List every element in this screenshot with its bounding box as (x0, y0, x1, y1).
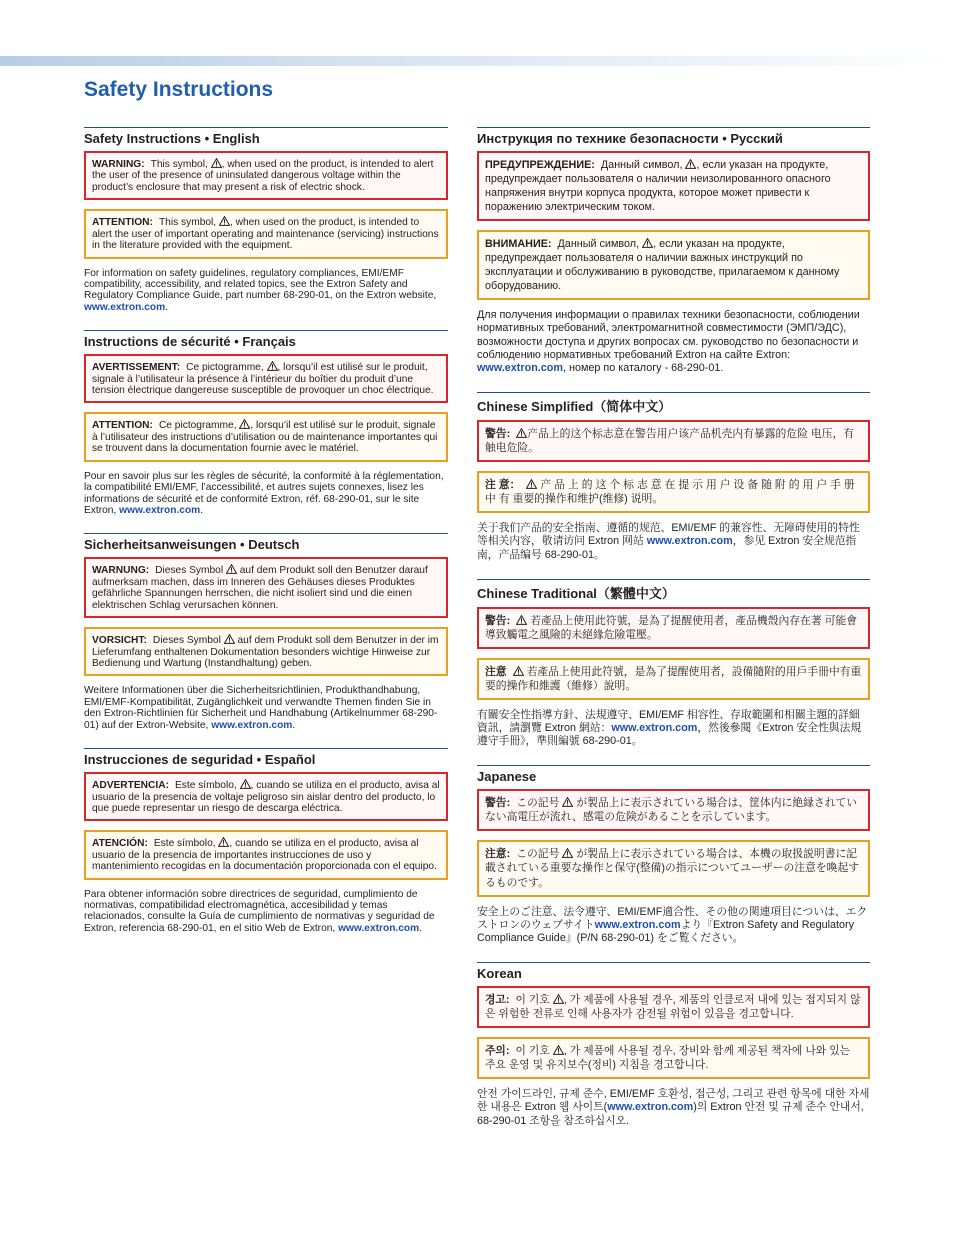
section-heading: Korean (477, 962, 870, 981)
warning-box (84, 557, 448, 618)
warning-text: auf dem Produkt soll den Benutzer darauf aufmerksam machen, dass im Inneren des Gehäuses dieses Produktes gefährliche Spannungen herrschen, die nicht isoliert sind und die einen elektrischen Schlag verursachen können. (92, 565, 428, 611)
section-heading: Sicherheitsanweisungen • Deutsch (84, 533, 448, 552)
warning-triangle-icon (553, 994, 564, 1004)
warning-box (84, 354, 448, 403)
section-heading: Instructions de sécurité • Français (84, 330, 448, 349)
warning-triangle-icon (224, 634, 235, 644)
attention-text: , если указан на продукте, предупреждает пользователя о наличии важных инструкций по эксплуатации и обслуживанию в руководстве, прилагаемом к данному оборудованию. (485, 238, 840, 293)
info-text: 안전 가이드라인, 규제 준수, EMI/EMF 호환성, 접근성, 그리고 관련 항목에 대한 자세한 내용은 Extron 웹 사이트( (477, 1088, 870, 1114)
section-heading: Chinese Simplified（简体中文） (477, 392, 870, 415)
warning-label: ПРЕДУПРЕЖДЕНИЕ: (485, 159, 595, 171)
info-text: 安全上のご注意、法令遵守、EMI/EMF適合性、その他の関連項目についは、エクストロンのウェブサイト (477, 905, 868, 931)
extron-link[interactable]: www.extron.com (607, 1101, 694, 1114)
attention-box (477, 840, 870, 896)
warning-triangle-icon (239, 419, 250, 429)
attention-text: , lorsqu’il est utilisé sur le produit, signale à l’utilisateur des instructions d’utilisation ou de maintenance importantes qui se trouvent dans la documentation fournie avec le matériel. (92, 420, 438, 455)
info-text: 关于我们产品的安全指南、遵循的规范、EMI/EMF 的兼容性、无障碍使用的特性等相关内容，敬请访问 Extron 网站 (477, 522, 860, 548)
warning-label: WARNUNG: (92, 565, 150, 577)
section-heading: Safety Instructions • English (84, 127, 448, 146)
attention-box (477, 471, 870, 513)
warning-text-pre: Ce pictogramme, (186, 362, 267, 374)
info-text-end: . (292, 719, 296, 731)
attention-label: VORSICHT: (92, 635, 147, 647)
info-paragraph (477, 522, 870, 562)
section-heading: Instrucciones de seguridad • Español (84, 748, 448, 767)
attention-label: ATENCIÓN: (92, 838, 148, 850)
attention-text: , 가 제품에 사용될 경우, 장비와 함께 제공된 책자에 나와 있는 주요 운영 및 유지보수(정비) 지침을 경고합니다. (485, 1045, 851, 1072)
warning-text-pre: Dieses Symbol (155, 565, 226, 577)
warning-text-pre: This symbol, (150, 159, 211, 170)
warning-text: 产品上的这个标志意在警告用户该产品机壳内有暴露的危险 电压，有触电危险。 (485, 428, 855, 455)
info-text: Для получения информации о правилах техники безопасности, соблюдении нормативных требований, электромагнитной совместимости (ЭМП/ЭДС), возможности доступа и других вопросах см. руководство по безопасности и соблюдению нормативных требований Extron на сайте Extron: (477, 309, 860, 361)
warning-triangle-icon (219, 216, 230, 226)
section-right-2 (477, 579, 870, 749)
info-paragraph (477, 1088, 870, 1128)
warning-triangle-icon (526, 479, 537, 489)
attention-text: 产 品 上 的 这 个 标 志 意 在 提 示 用 户 设 备 随 附 的 用 户 手 册 中 有 重要的操作和维护(维修) 说明。 (485, 479, 855, 506)
warning-triangle-icon (642, 238, 653, 248)
attention-box (477, 1037, 870, 1079)
section-heading: Japanese (477, 765, 870, 784)
section-left-2 (84, 533, 448, 731)
info-paragraph (84, 268, 448, 314)
warning-box (477, 789, 870, 831)
section-heading: Chinese Traditional（繁體中文） (477, 579, 870, 602)
extron-link[interactable]: www.extron.com (611, 722, 698, 735)
section-left-0 (84, 127, 448, 313)
info-text: Pour en savoir plus sur les règles de sécurité, la conformité à la réglementation, la compatibilité EMI/EMF, l’accessibilité, et autres sujets connexes, lisez les informations de sécurité et de conformité Extron, réf. 68-290-01, sur le site Extron, (84, 470, 444, 517)
section-right-4 (477, 962, 870, 1128)
extron-link[interactable]: www.extron.com (646, 535, 733, 548)
attention-label: 注 意： (485, 479, 521, 492)
attention-label: ATTENTION: (92, 420, 153, 432)
warning-triangle-icon (218, 837, 229, 847)
warning-text: 若產品上使用此符號，是為了提醒使用者，產品機殼內存在著 可能會導致觸電之風險的未絕緣危險電壓。 (485, 614, 858, 641)
warning-triangle-icon (516, 428, 527, 438)
warning-text: , 가 제품에 사용될 경우, 제품의 인클로저 내에 있는 접지되지 않은 위험한 전류로 인해 사용자가 감전될 위험이 있음을 경고합니다. (485, 994, 861, 1021)
info-paragraph (477, 906, 870, 946)
warning-label: 경고: (485, 994, 510, 1007)
attention-text-pre: Este símbolo, (153, 838, 219, 850)
info-text: Para obtener información sobre directrices de seguridad, cumplimiento de normativas, compatibilidad electromagnética, accesibilidad y temas relacionados, consulte la Guía de cumplimiento de normativas y seguridad de Extron, referencia 68-290-01, en el sitio Web de Extron, (84, 888, 435, 934)
warning-triangle-icon (513, 666, 524, 676)
warning-text-pre: Este símbolo, (174, 780, 240, 792)
section-left-1 (84, 330, 448, 516)
attention-label: ВНИМАНИЕ: (485, 238, 552, 251)
warning-triangle-icon (226, 564, 237, 574)
header-accent-bar (0, 56, 954, 66)
attention-text-pre: この記号 (516, 848, 563, 861)
warning-text: , cuando se utiliza en el producto, avisa al usuario de la presencia de voltaje peligroso sin aislar dentro del producto, lo que puede representar un riesgo de descarga eléctrica. (92, 780, 440, 814)
info-text-end: ，然後參閱《Extron 安全性與法規遵守手冊》，準則編號 68-290-01。 (477, 722, 862, 748)
warning-label: 警告: (485, 797, 511, 810)
warning-box (477, 986, 870, 1028)
warning-text: , если указан на продукте, предупреждает пользователя о наличии неизолированного опасного напряжения внутри корпуса продукта, которое может привести к поражению электрическим током. (485, 159, 831, 214)
warning-label: AVERTISSEMENT: (92, 362, 181, 374)
right-column (477, 127, 870, 1145)
attention-box (84, 627, 448, 676)
attention-text: auf dem Produkt soll dem Benutzer in der im Lieferumfang enthaltenen Dokumentation besonders wichtige Hinweise zur Bedienung und Wartung (Instandhaltung) geben. (92, 635, 439, 669)
left-column (84, 127, 448, 951)
warning-triangle-icon (685, 159, 696, 169)
attention-text: , cuando se utiliza en el producto, avisa al usuario de la presencia de importantes instrucciones de uso y mantenimiento recogidas en la documentación proporcionada con el equipo. (92, 838, 437, 873)
info-text-end: , номер по каталогу - 68-290-01. (563, 361, 724, 374)
warning-text: , lorsqu’il est utilisé sur le produit, signale à l’utilisateur la présence à l’intérieur du boîtier du produit d’une tension électrique dangereuse susceptible de provoquer un choc électrique. (92, 362, 434, 397)
extron-link[interactable]: www.extron.com (594, 918, 681, 931)
section-right-1 (477, 392, 870, 562)
extron-link[interactable]: www.extron.com (211, 719, 293, 731)
section-right-0 (477, 127, 870, 375)
attention-box (84, 830, 448, 879)
section-left-3 (84, 748, 448, 934)
attention-text: が製品上に表示されている場合は、本機の取扱説明書に記載されている重要な操作と保守(整備)の指示についてユーザーの注意を喚起するものです。 (485, 848, 860, 889)
attention-text-pre: Dieses Symbol (152, 635, 224, 647)
attention-text: 若產品上使用此符號，是為了提醒使用者，設備隨附的用戶手冊中有重要的操作和維護（維修）說明。 (485, 665, 862, 692)
warning-triangle-icon (562, 848, 573, 858)
warning-triangle-icon (211, 158, 222, 168)
warning-box (477, 151, 870, 221)
attention-box (84, 412, 448, 461)
attention-text: , when used on the product, is intended to alert the user of important operating and maintenance (servicing) instructions in the literature provided with the equipment. (92, 217, 439, 252)
info-text: For information on safety guidelines, regulatory compliances, EMI/EMF compatibility, accessibility, and related topics, see the Extron Safety and Regulatory Compliance Guide, part number 68-290-01, on the Extron website, (84, 267, 437, 302)
info-text-end: . (165, 301, 168, 313)
section-heading: Инструкция по технике безопасности • Русский (477, 127, 870, 146)
info-text-end: . (419, 922, 423, 934)
warning-box (84, 772, 448, 821)
warning-label: WARNING: (92, 159, 145, 170)
warning-text: が製品上に表示されている場合は、筐体内に絶縁されていない高電圧が流れ、感電の危険があることを示しています。 (485, 797, 858, 824)
warning-box (84, 151, 448, 200)
warning-label: 警告: (485, 428, 511, 441)
warning-text-pre: Данный символ, (600, 159, 686, 171)
info-paragraph (477, 309, 870, 375)
info-text-end: ，参见 Extron 安全规范指南，产品编号 68-290-01。 (477, 535, 857, 561)
attention-text-pre: 이 기호 (515, 1045, 553, 1058)
info-text-end: . (200, 505, 204, 517)
warning-triangle-icon (267, 361, 278, 371)
attention-text-pre: Ce pictogramme, (158, 420, 240, 432)
extron-link[interactable]: www.extron.com (477, 361, 563, 374)
attention-text-pre: This symbol, (158, 217, 219, 229)
info-paragraph (84, 471, 448, 517)
info-paragraph (477, 709, 870, 749)
warning-label: 警告: (485, 614, 511, 627)
extron-link[interactable]: www.extron.com (338, 922, 420, 934)
attention-box (84, 209, 448, 258)
attention-box (477, 230, 870, 300)
warning-triangle-icon (562, 797, 573, 807)
extron-link[interactable]: www.extron.com (119, 505, 201, 517)
warning-triangle-icon (553, 1045, 564, 1055)
warning-triangle-icon (516, 615, 527, 625)
warning-text-pre: 이 기호 (515, 994, 553, 1007)
warning-box (477, 607, 870, 649)
attention-box (477, 658, 870, 700)
info-paragraph (84, 889, 448, 935)
section-right-3 (477, 765, 870, 945)
attention-label: ATTENTION: (92, 217, 153, 229)
warning-text: , when used on the product, is intended to alert the user of the presence of uninsulated dangerous voltage within the product’s enclosure that may present a risk of electric shock. (92, 159, 434, 193)
info-text-end: )의 Extron 안전 및 규제 준수 안내서, 68-290-01 조항을 참조하십시오. (477, 1101, 864, 1127)
attention-label: 注意: (485, 848, 511, 861)
warning-triangle-icon (240, 779, 251, 789)
warning-text-pre: この記号 (516, 797, 563, 810)
info-paragraph (84, 685, 448, 731)
warning-box (477, 420, 870, 462)
info-text: 有關安全性指導方針、法規遵守、EMI/EMF 相容性、存取範圍和相關主題的詳細資訊，請瀏覽 Extron 網站： (477, 708, 860, 735)
attention-label: 주의: (485, 1045, 510, 1058)
page-title: Safety Instructions (84, 78, 274, 101)
extron-link[interactable]: www.extron.com (84, 301, 166, 313)
attention-label: 注意 (485, 665, 507, 678)
info-text-end: より『Extron Safety and Regulatory Compliance Guide』(P/N 68-290-01) をご覧ください。 (477, 918, 855, 944)
info-text: Weitere Informationen über die Sicherheitsrichtlinien, Produkthandhabung, EMI/EMF-Kompatibilität, Zugänglichkeit und verwandte Themen finden Sie in den Extron-Richtlinien für Sicherheit und Handhabung (Artikelnummer 68-290-01) auf der Extron-Website, (84, 685, 438, 731)
attention-text-pre: Данный символ, (557, 238, 643, 251)
warning-label: ADVERTENCIA: (92, 780, 169, 792)
